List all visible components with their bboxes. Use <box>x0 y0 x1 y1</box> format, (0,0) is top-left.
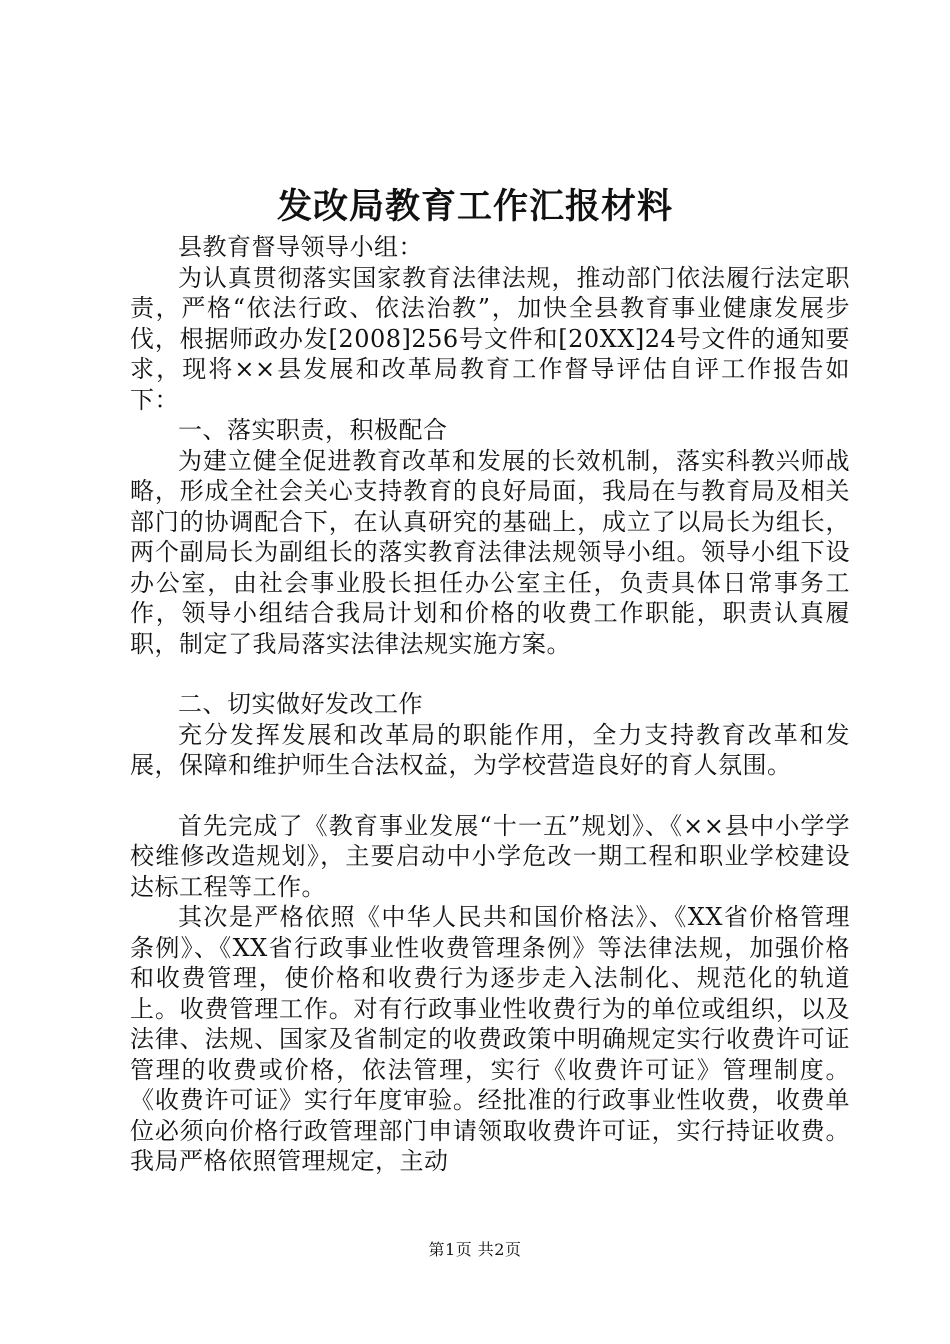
intro-paragraph: 为认真贯彻落实国家教育法律法规，推动部门依法履行法定职责，严格“依法行政、依法治教”，加快全县教育事业健康发展步伐，根据师政办发[2008]256号文件和[20XX]24号文件的通知要求，现将××县发展和改革局教育工作督导评估自评工作报告如下： <box>130 263 850 414</box>
salutation-paragraph: 县教育督导领导小组： <box>178 233 423 261</box>
section-heading-2: 二、切实做好发改工作 <box>178 690 423 718</box>
first-item-paragraph: 首先完成了《教育事业发展“十一五”规划》、《××县中小学学校维修改造规划》，主要启动中小学危改一期工程和职业学校建设达标工程等工作。 <box>130 811 850 901</box>
document-body <box>130 232 850 1177</box>
section-heading-1: 一、落实职责，积极配合 <box>178 416 448 444</box>
section-2-paragraph: 充分发挥发展和改革局的职能作用，全力支持教育改革和发展，保障和维护师生合法权益，为学校营造良好的育人氛围。 <box>130 720 850 779</box>
page-footer: 第1页 共2页 <box>428 1240 522 1259</box>
second-item-paragraph: 其次是严格依照《中华人民共和国价格法》、《XX省价格管理条例》、《XX省行政事业性收费管理条例》等法律法规，加强价格和收费管理，使价格和收费行为逐步走入法制化、规范化的轨道上。收费管理工作。对有行政事业性收费行为的单位或组织，以及法律、法规、国家及省制定的收费政策中明确规定实行收费许可证管理的收费或价格，依法管理，实行《收费许可证》管理制度。《收费许可证》实行年度审验。经批准的行政事业性收费，收费单位必须向价格行政管理部门申请领取收费许可证，实行持证收费。我局严格依照管理规定，主动 <box>130 903 850 1175</box>
document-title: 发改局教育工作汇报材料 <box>276 186 673 227</box>
section-1-paragraph: 为建立健全促进教育改革和发展的长效机制，落实科教兴师战略，形成全社会关心支持教育的良好局面，我局在与教育局及相关部门的协调配合下，在认真研究的基础上，成立了以局长为组长，两个副局长为副组长的落实教育法律法规领导小组。领导小组下设办公室，由社会事业股长担任办公室主任，负责具体日常事务工作，领导小组结合我局计划和价格的收费工作职能，职责认真履职，制定了我局落实法律法规实施方案。 <box>130 446 850 658</box>
